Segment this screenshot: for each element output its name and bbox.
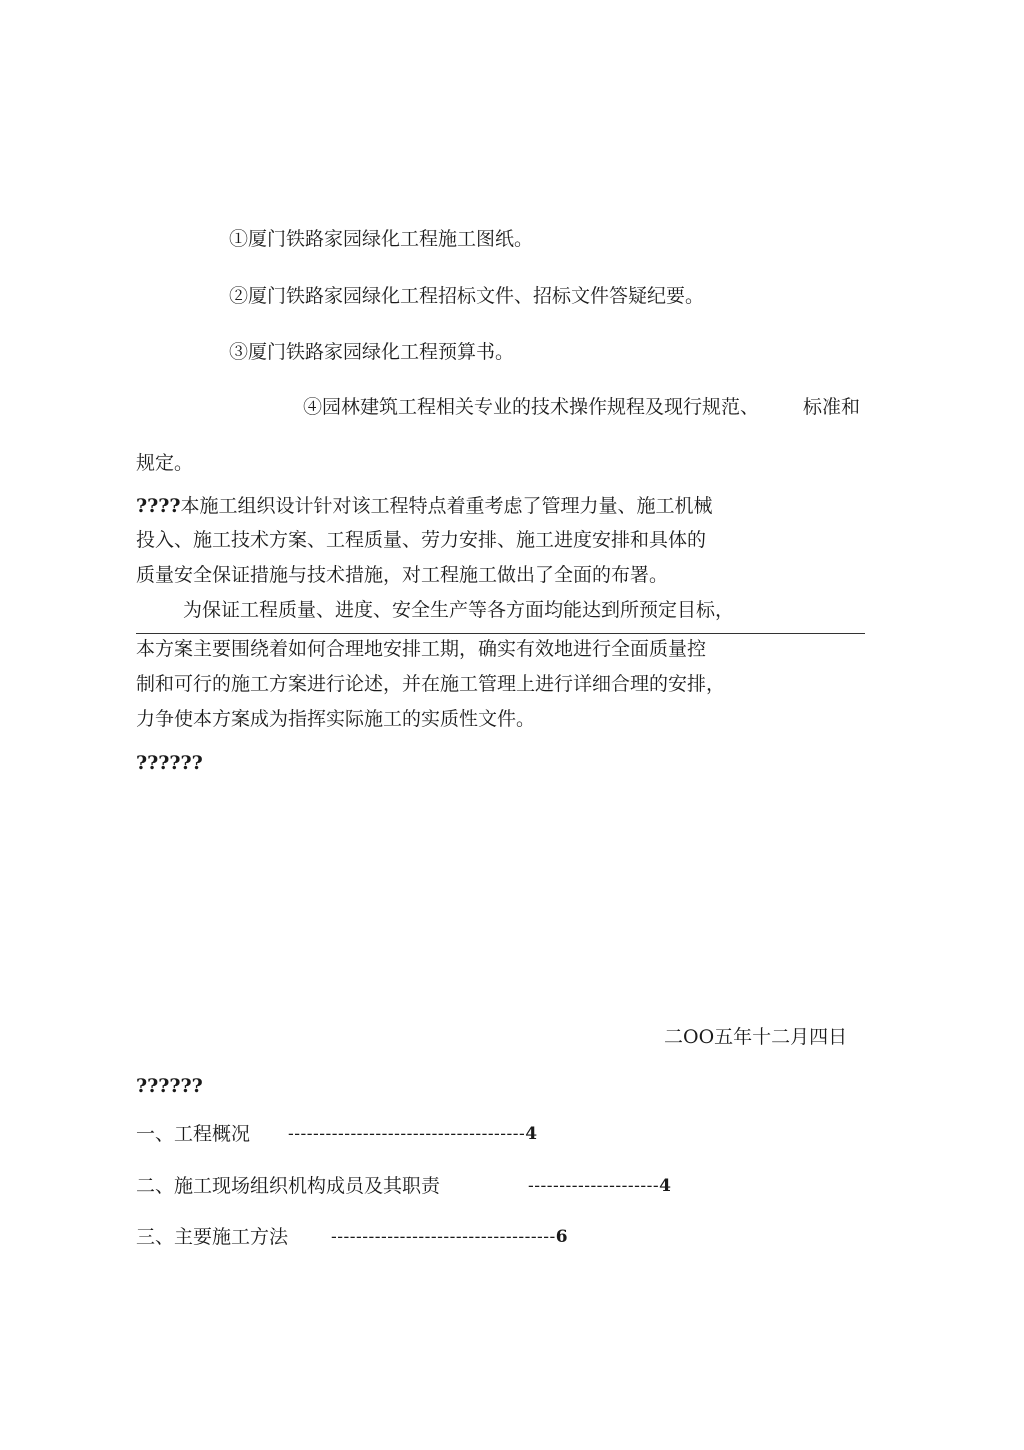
toc-entry-1-leader [288,1122,538,1146]
paragraph-2-line-3: 制和可行的施工方案进行论述，并在施工管理上进行详细合理的安排， [136,673,726,695]
toc-entry-1[interactable] [136,1122,250,1146]
basis-item-1: ①厦门铁路家园绿化工程施工图纸。 [229,228,534,250]
toc-entry-title: 三、主要施工方法 [136,1226,289,1248]
basis-item-2: ②厦门铁路家园绿化工程招标文件、招标文件答疑纪要。 [229,285,705,307]
paragraph-1-line-1 [136,494,713,518]
paragraph-2-line-1: 为保证工程质量、进度、安全生产等各方面均能达到所预定目标， [183,599,735,621]
toc-entry-3-leader [331,1225,568,1249]
toc-page-number: 4 [659,1176,672,1196]
horizontal-rule [136,633,865,634]
placeholder-marks-2: ?????? [136,1075,203,1097]
toc-entry-3[interactable] [136,1225,288,1249]
toc-leader-dashes: ------------------------------------ [331,1227,556,1247]
toc-leader-dashes: -------------------------------------- [288,1124,526,1144]
paragraph-2-line-2: 本方案主要围绕着如何合理地安排工期，确实有效地进行全面质量控 [136,638,707,660]
basis-item-4-part1: ④园林建筑工程相关专业的技术操作规程及现行规范、 [303,396,760,418]
toc-page-number: 6 [555,1227,569,1247]
toc-entry-title: 二、施工现场组织机构成员及其职责 [136,1175,441,1197]
paragraph-1-line-2: 投入、施工技术方案、工程质量、劳力安排、施工进度安排和具体的 [136,529,707,551]
paragraph-1-line-3: 质量安全保证措施与技术措施，对工程施工做出了全面的布署。 [136,564,669,586]
paragraph-2-line-4: 力争使本方案成为指挥实际施工的实质性文件。 [136,708,536,730]
toc-entry-title: 一、工程概况 [136,1123,251,1145]
basis-item-4-continuation: 规定。 [136,452,194,474]
toc-entry-2[interactable] [136,1174,440,1198]
document-date: 二OO五年十二月四日 [664,1026,848,1048]
toc-entry-2-leader [528,1174,671,1198]
toc-leader-dashes: --------------------- [528,1176,660,1196]
paragraph-1-prefix: ???? [136,495,181,517]
toc-page-number: 4 [525,1124,538,1144]
paragraph-1-text-1: 本施工组织设计针对该工程特点着重考虑了管理力量、施工机械 [180,495,713,517]
placeholder-marks-1: ?????? [136,752,203,774]
basis-item-4-part2: 标准和 [803,396,861,418]
basis-item-3: ③厦门铁路家园绿化工程预算书。 [229,341,515,363]
